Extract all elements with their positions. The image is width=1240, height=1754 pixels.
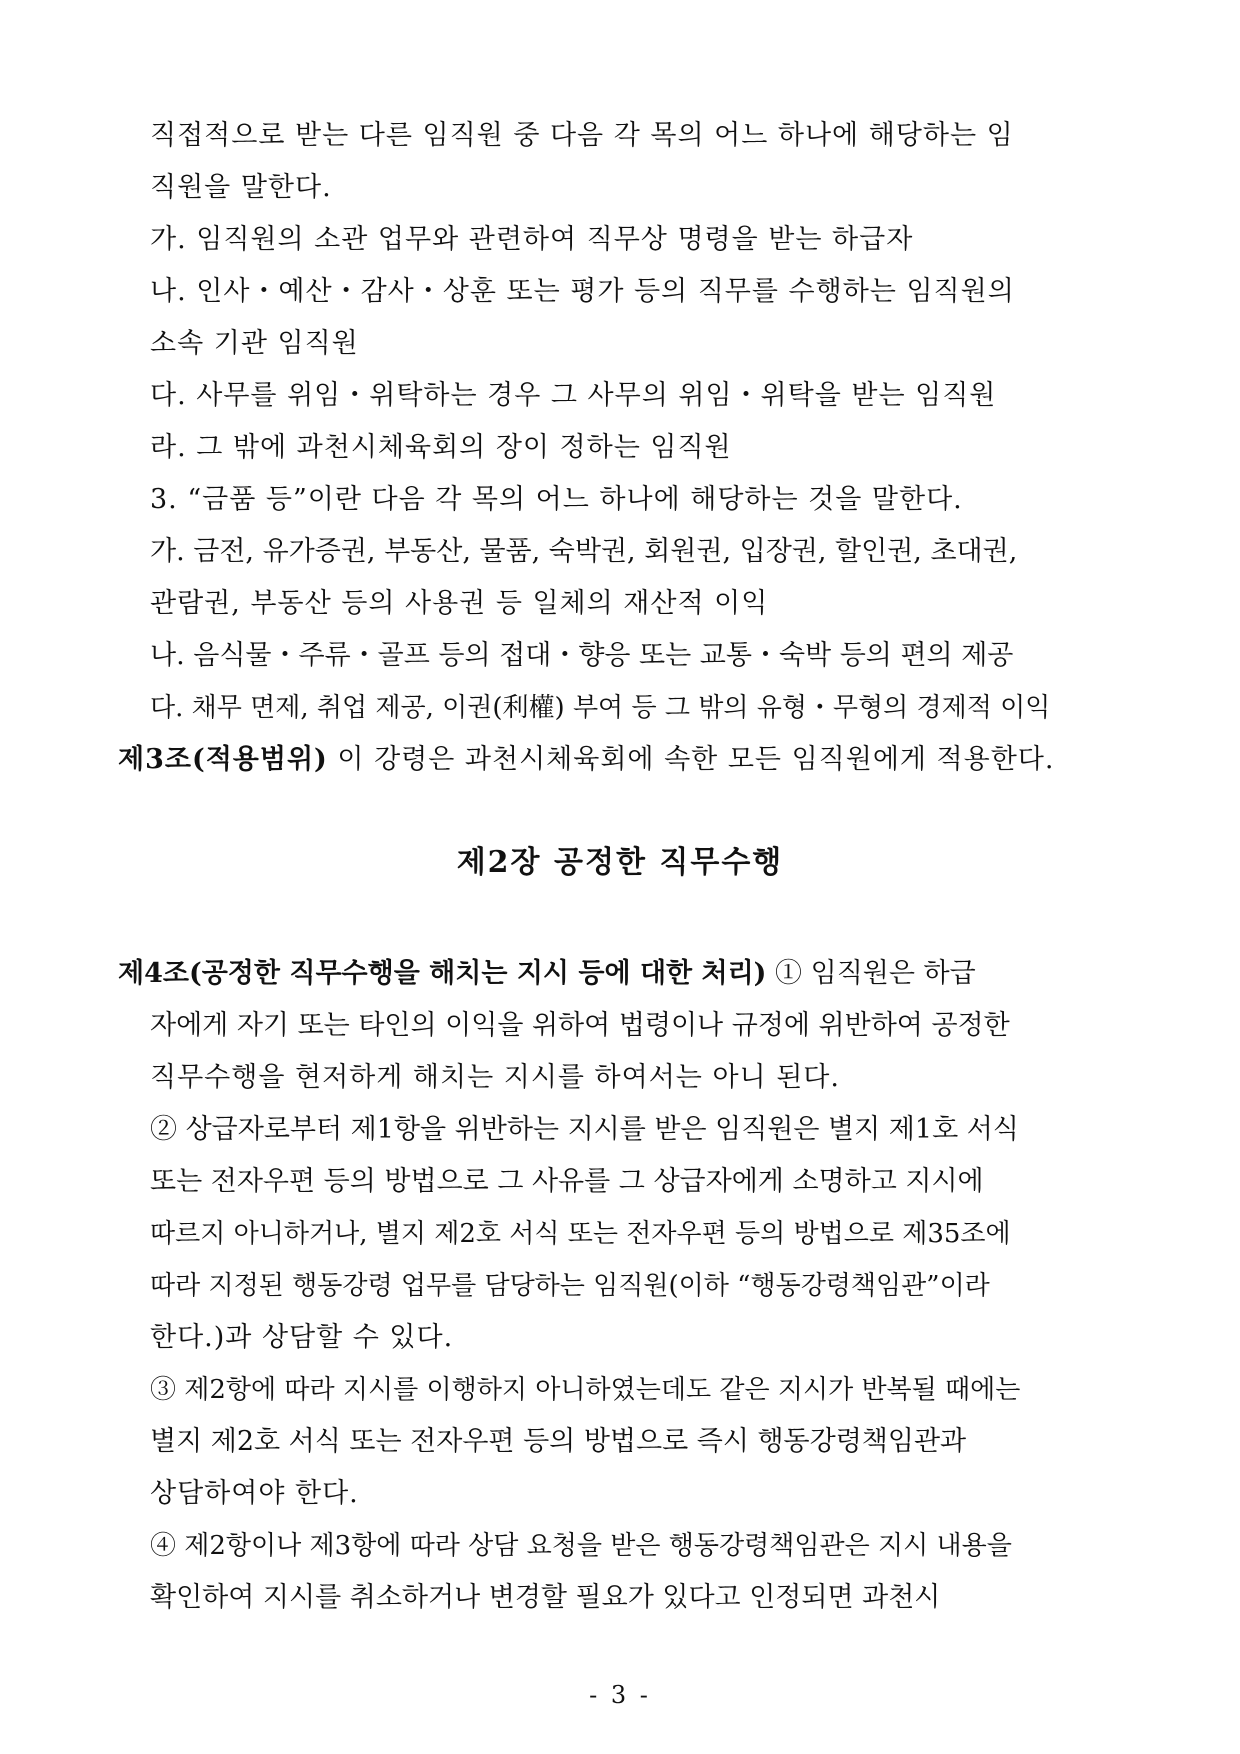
text-line: ③ 제2항에 따라 지시를 이행하지 아니하였는데도 같은 지시가 반복될 때에는: [150, 1375, 1021, 1405]
text-line: 나. 음식물・주류・골프 등의 접대・향응 또는 교통・숙박 등의 편의 제공: [150, 640, 1014, 671]
text-line: ② 상급자로부터 제1항을 위반하는 지시를 받은 임직원은 별지 제1호 서식: [150, 1114, 1019, 1145]
chapter-2-title: 제2장 공정한 직무수행: [456, 845, 784, 880]
text-line: ④ 제2항이나 제3항에 따라 상담 요청을 받은 행동강령책임관은 지시 내용을: [150, 1531, 1012, 1561]
article-4: [118, 956, 976, 992]
text-line: 따라 지정된 행동강령 업무를 담당하는 임직원(이하 “행동강령책임관”이라: [150, 1271, 990, 1301]
text-line: 다. 사무를 위임・위탁하는 경우 그 사무의 위임・위탁을 받는 임직원: [150, 380, 997, 411]
article-3-body: 이 강령은 과천시체육회에 속한 모든 임직원에게 적용한다.: [327, 744, 1055, 775]
text-line: 다. 채무 면제, 취업 제공, 이권(利權) 부여 등 그 밖의 유형・무형의 경제적 이익: [150, 693, 1051, 723]
article-4-body-first: ① 임직원은 하급: [766, 958, 976, 989]
text-line: 직접적으로 받는 다른 임직원 중 다음 각 목의 어느 하나에 해당하는 임: [150, 120, 1014, 151]
article-3: [118, 742, 1054, 778]
article-3-heading: 제3조(적용범위): [118, 744, 328, 775]
text-line: 확인하여 지시를 취소하거나 변경할 필요가 있다고 인정되면 과천시: [150, 1582, 941, 1613]
text-line: 가. 임직원의 소관 업무와 관련하여 직무상 명령을 받는 하급자: [150, 224, 914, 255]
text-line: 또는 전자우편 등의 방법으로 그 사유를 그 상급자에게 소명하고 지시에: [150, 1166, 984, 1197]
text-line: 별지 제2호 서식 또는 전자우편 등의 방법으로 즉시 행동강령책임관과: [150, 1426, 967, 1457]
text-line: 상담하여야 한다.: [150, 1478, 359, 1509]
text-line: 따르지 아니하거나, 별지 제2호 서식 또는 전자우편 등의 방법으로 제35조에: [150, 1219, 1011, 1249]
page-number: - 3 -: [589, 1681, 651, 1709]
text-line: 나. 인사・예산・감사・상훈 또는 평가 등의 직무를 수행하는 임직원의: [150, 276, 1015, 307]
article-4-heading: 제4조(공정한 직무수행을 해치는 지시 등에 대한 처리): [118, 958, 767, 989]
text-line: 직원을 말한다.: [150, 172, 332, 203]
text-line: 관람권, 부동산 등의 사용권 등 일체의 재산적 이익: [150, 588, 769, 619]
text-line: 3. “금품 등”이란 다음 각 목의 어느 하나에 해당하는 것을 말한다.: [150, 484, 963, 515]
text-line: 한다.)과 상담할 수 있다.: [150, 1322, 454, 1353]
text-line: 자에게 자기 또는 타인의 이익을 위하여 법령이나 규정에 위반하여 공정한: [150, 1010, 1010, 1041]
text-line: 직무수행을 현저하게 해치는 지시를 하여서는 아니 된다.: [150, 1062, 840, 1093]
text-line: 소속 기관 임직원: [150, 328, 359, 359]
text-line: 라. 그 밖에 과천시체육회의 장이 정하는 임직원: [150, 432, 732, 463]
text-line: 가. 금전, 유가증권, 부동산, 물품, 숙박권, 회원권, 입장권, 할인권, 초대권,: [150, 536, 1018, 567]
